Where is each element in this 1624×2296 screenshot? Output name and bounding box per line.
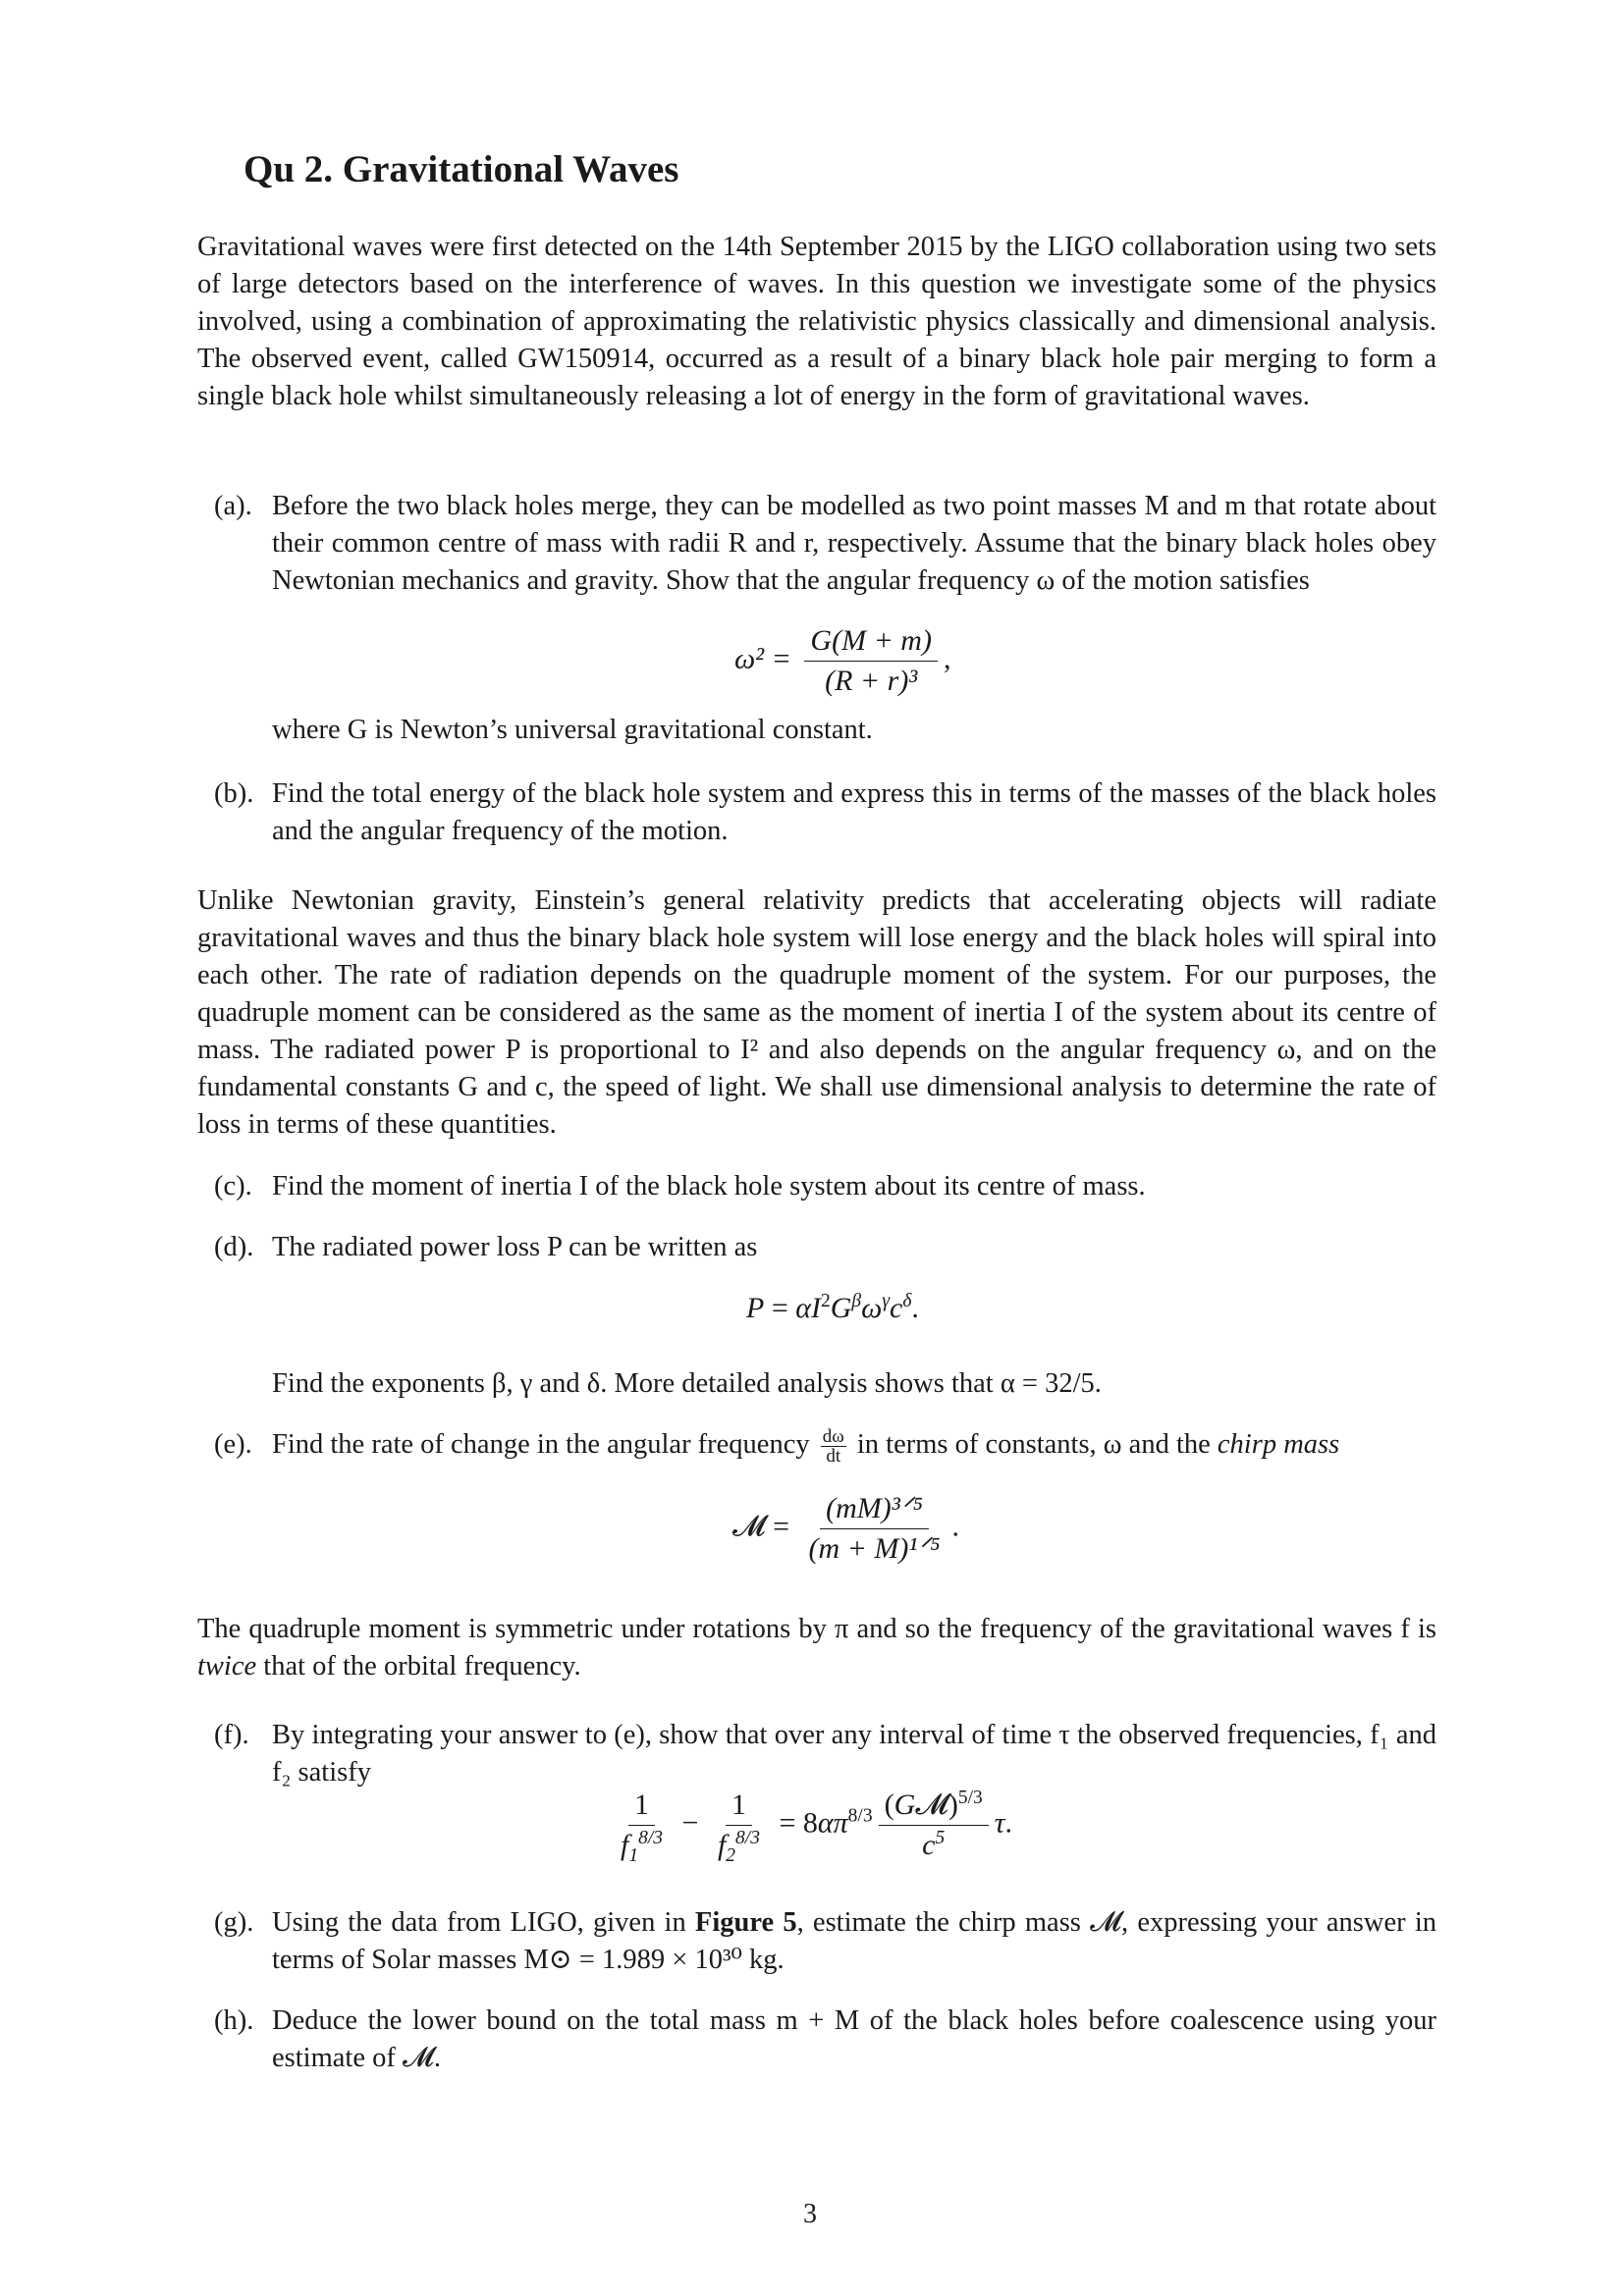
equation-power: $P = \alpha I^2G^\beta\omega^\gamma c^\delta$. <box>746 1291 919 1324</box>
part-d-text: The radiated power loss P can be written as <box>272 1232 758 1262</box>
equation-tail: , <box>943 642 951 675</box>
part-h <box>214 2002 1436 2077</box>
middle-paragraph: Unlike Newtonian gravity, Einstein’s general relativity predicts that accelerating objects will radiate gravitational waves and thus the binary black hole system will lose energy and the black holes will spiral into each other. The rate of radiation depends on the quadruple moment of the system. For our purposes, the quadruple moment can be considered as the same as the moment of inertia I of the system about its centre of mass. The radiated power P is proportional to I² and also depends on the angular frequency ω, and on the fundamental constants G and c, the speed of light. We shall use dimensional analysis to determine the rate of loss in terms of these quantities. <box>197 885 1436 1140</box>
figure-reference: Figure 5 <box>694 1907 797 1938</box>
equation-omega-squared <box>734 624 950 698</box>
part-g <box>214 1904 1436 1979</box>
chirp-numerator: (mM)³ᐟ⁵ <box>820 1492 929 1529</box>
part-d-after-text: Find the exponents β, γ and δ. More detailed analysis shows that α = 32/5. <box>272 1368 1102 1399</box>
fraction-numerator: G(M + m) <box>804 624 938 662</box>
part-d <box>214 1229 1436 1266</box>
part-c <box>214 1168 1436 1205</box>
part-a-text: Before the two black holes merge, they can be modelled as two point masses M and m that rotate about their common centre of mass with radii R and r, respectively. Assume that the binary black holes obey Newtonian mechanics and gravity. Show that the angular frequency ω of the motion satisfies <box>272 491 1436 596</box>
part-e-text: Find the rate of change in the angular frequency $\frac{d\omega}{dt}$ in terms of constants, ω and the chirp mass <box>272 1425 1340 1467</box>
equation-chirp-mass: 𝓜 = $\frac{\text{(mM)³ᐟ⁵}}{\text{(m + M)¹ᐟ⁵}}$ . <box>732 1492 960 1565</box>
part-a-label: (a). <box>214 491 252 521</box>
part-d-after <box>214 1365 1436 1403</box>
equation-lhs: ω² = <box>734 642 791 675</box>
part-c-text: Find the moment of inertia I of the black hole system about its centre of mass. <box>272 1171 1146 1201</box>
part-a-after-text: where G is Newton’s universal gravitational constant. <box>272 715 873 745</box>
part-f-label: (f). <box>214 1720 249 1750</box>
part-g-text: Using the data from LIGO, given in Figure 5, estimate the chirp mass 𝓜, expressing your answer in terms of Solar masses M⊙ = 1.989 × 10³⁰ kg. <box>272 1907 1436 1975</box>
chirp-lhs: 𝓜 = <box>732 1510 790 1543</box>
part-g-label: (g). <box>214 1907 254 1938</box>
part-h-label: (h). <box>214 2005 254 2036</box>
equation-frequency-relation: $\frac{1}{f_1^{8/3}}$ − $\frac{1}{f_2^{8/3}}$ = $8\alpha\pi^{8/3}$ $\frac{(G𝓜)^{5/3}}{c^5}$ τ. <box>621 1788 1013 1866</box>
page-number: 3 <box>803 2199 817 2229</box>
part-f-text: By integrating your answer to (e), show that over any interval of time τ the observed frequencies, f₁ and f₂ satisfy <box>272 1720 1436 1788</box>
part-b <box>214 775 1436 850</box>
part-h-text: Deduce the lower bound on the total mass m + M of the black holes before coalescence using your estimate of 𝓜. <box>272 2005 1436 2073</box>
intro-paragraph: Gravitational waves were first detected on the 14th September 2015 by the LIGO collaboration using two sets of large detectors based on the interference of waves. In this question we investigate some of the physics involved, using a combination of approximating the relativistic physics classically and dimensional analysis. The observed event, called GW150914, occurred as a result of a binary black hole pair merging to form a single black hole whilst simultaneously releasing a lot of energy in the form of gravitational waves. <box>197 232 1436 411</box>
quadruple-paragraph: The quadruple moment is symmetric under rotations by π and so the frequency of the gravitational waves f is twice that of the orbital frequency. <box>197 1614 1436 1682</box>
part-b-text: Find the total energy of the black hole system and express this in terms of the masses of the black holes and the angular frequency of the motion. <box>272 778 1436 846</box>
part-a-after <box>214 712 1436 749</box>
part-e <box>214 1426 1436 1466</box>
question-title: Qu 2. Gravitational Waves <box>244 148 679 190</box>
part-d-label: (d). <box>214 1232 254 1262</box>
part-b-label: (b). <box>214 778 254 809</box>
part-c-label: (c). <box>214 1171 252 1201</box>
part-e-label: (e). <box>214 1429 252 1460</box>
fraction-denominator: (R + r)³ <box>825 665 918 697</box>
chirp-fraction <box>803 1492 947 1566</box>
dw-dt-fraction: $\frac{d\omega}{dt}$ <box>822 1425 844 1467</box>
part-a <box>214 488 1436 600</box>
chirp-denominator: (m + M)¹ᐟ⁵ <box>808 1532 941 1565</box>
part-f <box>214 1717 1436 1791</box>
fraction <box>804 624 938 698</box>
